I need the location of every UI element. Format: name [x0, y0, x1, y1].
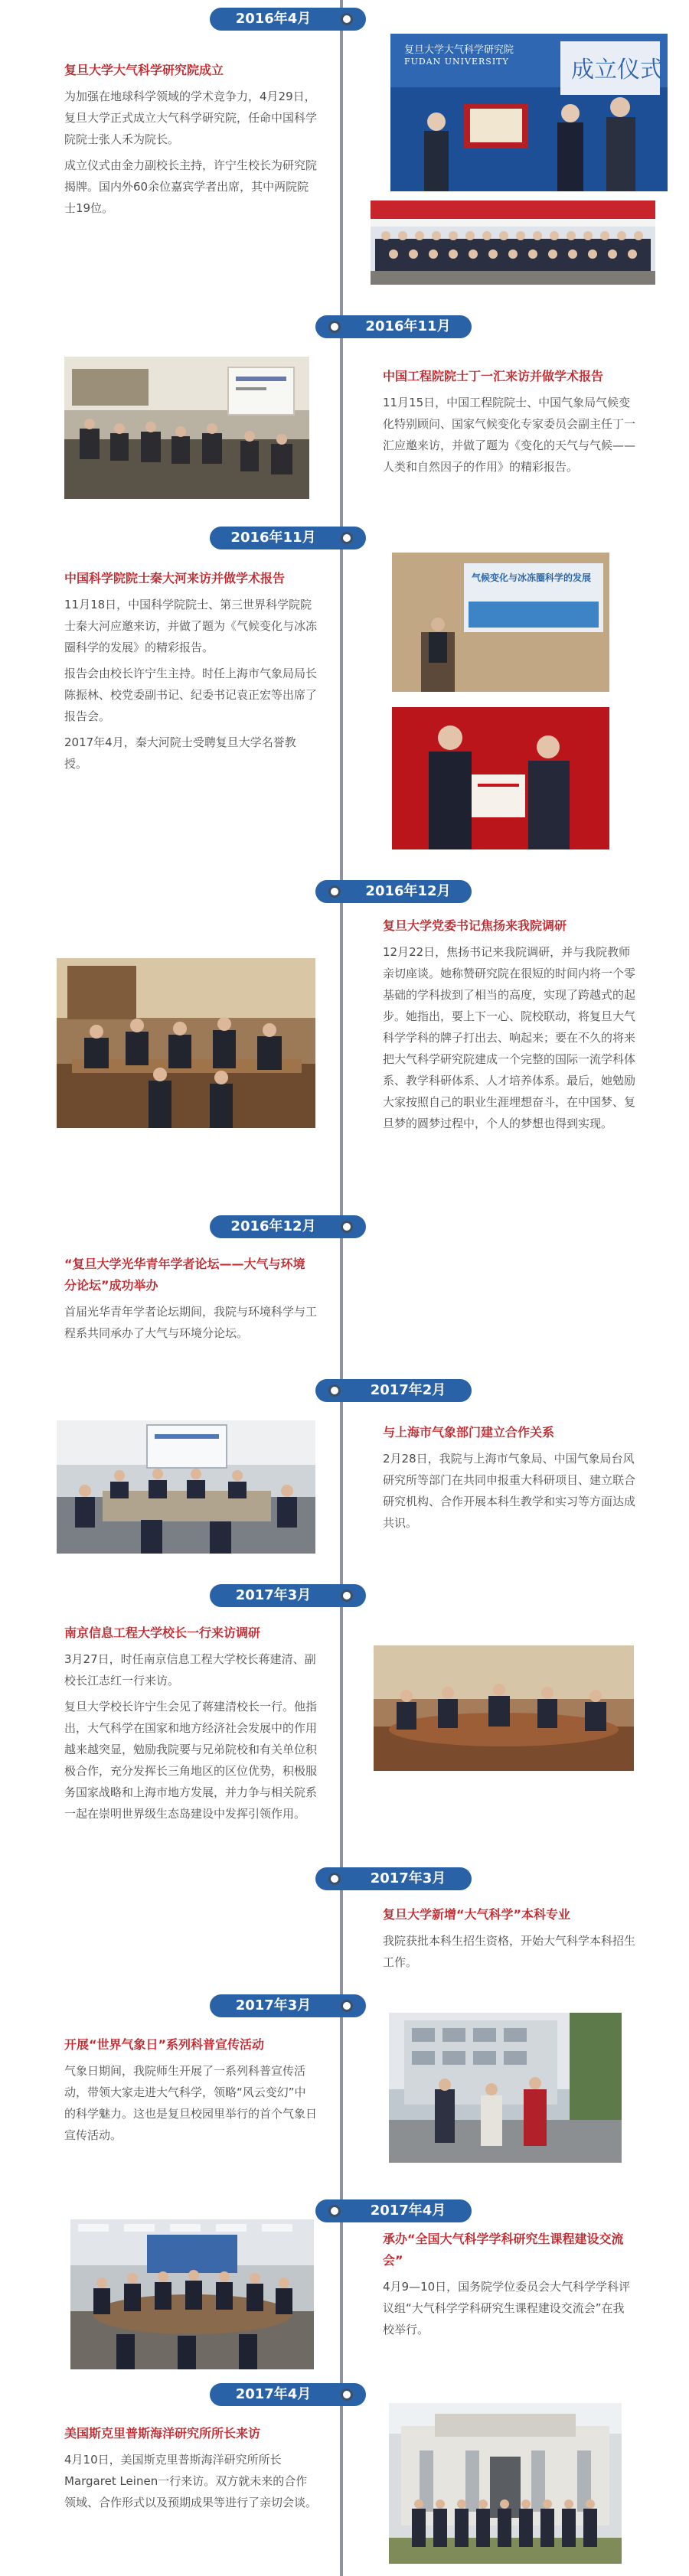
event-photo-lecture: [64, 357, 309, 499]
date-label: 2017年3月: [235, 1997, 312, 2014]
event-photo-unveiling: [390, 34, 668, 191]
event-paragraph: 气象日期间，我院师生开展了一系列科普宣传活动，带领大家走进大气科学，领略“风云变幻”中的科学魅力。这也是复旦校园里举行的首个气象日宣传活动。: [64, 2064, 318, 2142]
timeline-node: [328, 1384, 341, 1397]
event-paragraph: 2月28日，我院与上海市气象局、中国气象局台风研究所等部门在共同申报重大科研项目、建立联合研究机构、合作开展本科生教学和实习等方面达成共识。: [383, 1452, 636, 1530]
date-label: 2017年3月: [235, 1587, 312, 1603]
screen-caption: 气候变化与冰冻圈科学的发展: [472, 572, 592, 583]
date-badge: [315, 1867, 472, 1890]
timeline-node: [341, 2000, 353, 2012]
event-title: 中国工程院院士丁一汇来访并做学术报告: [383, 369, 604, 383]
date-label: 2016年11月: [365, 318, 451, 334]
date-label: 2017年4月: [370, 2203, 446, 2219]
event-paragraph: 4月9—10日，国务院学位委员会大气科学学科评议组“大气科学学科研究生课程建设交流会”在我校举行。: [383, 2280, 631, 2336]
event-text-block: [64, 1622, 317, 1829]
event-paragraph: 报告会由校长许宁生主持。时任上海市气象局局长陈振林、校党委副书记、纪委书记袁正宏等出席了报告会。: [64, 667, 318, 723]
date-label: 2017年2月: [370, 1382, 446, 1398]
event-title: 中国科学院院士秦大河来访并做学术报告: [64, 571, 286, 585]
event-text-block: [383, 1904, 635, 1978]
event-photo-auditorium: [70, 2219, 314, 2369]
date-label: 2017年3月: [370, 1870, 446, 1886]
event-text-block: [383, 1422, 635, 1538]
event-text-block: [383, 915, 635, 1139]
event-title: 美国斯克里普斯海洋研究所所长来访: [64, 2426, 261, 2441]
timeline-node: [341, 13, 353, 25]
event-title: 复旦大学党委书记焦扬来我院调研: [383, 918, 567, 933]
timeline-node: [341, 2389, 353, 2401]
photo-caption: FUDAN UNIVERSITY: [404, 57, 509, 67]
timeline-node: [328, 885, 341, 898]
event-text-block: [383, 2229, 635, 2345]
event-photo-outdoor: [389, 2013, 622, 2163]
event-title: 南京信息工程大学校长一行来访调研: [64, 1625, 261, 1640]
event-photo-conference: [57, 1420, 315, 1554]
event-photo-group: [371, 201, 655, 285]
timeline-axis: [340, 0, 343, 2576]
photo-caption: 成立仪式: [571, 57, 663, 83]
event-text-block: [64, 2034, 317, 2150]
timeline-node: [341, 1590, 353, 1602]
date-badge: [210, 1215, 366, 1238]
date-badge: [315, 315, 472, 338]
event-title: 复旦大学大气科学研究院成立: [64, 63, 224, 77]
event-title: 复旦大学新增“大气科学”本科专业: [383, 1907, 571, 1922]
event-paragraph: 为加强在地球科学领域的学术竞争力，4月29日，复旦大学正式成立大气科学研究院，任命中国科学院院士张人禾为院长。: [64, 90, 318, 146]
event-paragraph: 11月18日，中国科学院院士、第三世界科学院院士秦大河应邀来访，并做了题为《气候变化与冰冻圈科学的发展》的精彩报告。: [64, 598, 318, 654]
event-text-block: [64, 568, 317, 779]
timeline-node: [328, 1873, 341, 1885]
event-paragraph: 12月22日，焦扬书记来我院调研，并与我院教师亲切座谈。她称赞研究院在很短的时间内将一个零基础的学科拔到了相当的高度，实现了跨越式的起步。她指出，要上下一心、院校联动，将复旦大气科学学科的牌子打出去、响起来；要在不久的将来把大气科学研究院建成一个完整的国际一流学科体系、教学科研体系、人才培养体系。最后，她勉励大家按照自己的职业生涯埋想奋斗，在中国梦、复旦梦的圆梦过程中，个人的梦想也得到实现。: [383, 945, 636, 1130]
timeline-node: [328, 321, 341, 333]
timeline-node: [341, 1221, 353, 1233]
event-paragraph: 11月15日，中国工程院院士、中国气象局气候变化特别顾问、国家气候变化专家委员会副主任丁一汇应邀来访，并做了题为《变化的天气与气候——人类和自然因子的作用》的精彩报告。: [383, 396, 636, 474]
timeline-node: [341, 532, 353, 544]
date-badge: [315, 2199, 472, 2222]
date-badge: [210, 1994, 366, 2017]
event-photo-building-group: [389, 2403, 622, 2564]
date-badge: [315, 1379, 472, 1402]
event-paragraph: 首届光华青年学者论坛期间，我院与环境科学与工程系共同承办了大气与环境分论坛。: [64, 1305, 318, 1340]
date-badge: [210, 2383, 366, 2406]
event-text-block: [383, 366, 635, 482]
date-badge: [210, 1584, 366, 1607]
date-label: 2016年4月: [235, 11, 312, 27]
date-badge: [210, 8, 366, 31]
event-photo-certificate: [392, 707, 609, 849]
event-photo-meeting: [57, 958, 315, 1128]
event-paragraph: 我院获批本科生招生资格，开始大气科学本科招生工作。: [383, 1934, 636, 1969]
date-badge: [315, 880, 472, 903]
date-label: 2016年11月: [230, 530, 316, 546]
event-text-block: [64, 2423, 317, 2518]
timeline-node: [328, 2205, 341, 2217]
date-label: 2017年4月: [235, 2386, 312, 2402]
date-label: 2016年12月: [365, 883, 451, 899]
event-text-block: [64, 60, 317, 223]
photo-caption: 复旦大学大气科学研究院: [404, 44, 514, 56]
event-paragraph: 2017年4月，秦大河院士受聘复旦大学名誉教授。: [64, 735, 296, 771]
event-title: 承办“全国大气科学学科研究生课程建设交流会”: [383, 2232, 624, 2268]
event-photo-visit: [374, 1645, 634, 1771]
event-title: “复旦大学光华青年学者论坛——大气与环境分论坛”成功举办: [64, 1257, 305, 1293]
event-paragraph: 复旦大学校长许宁生会见了蒋建清校长一行。他指出，大气科学在国家和地方经济社会发展中的作用越来越突显，勉励我院要与兄弟院校和有关单位积极合作，充分发挥长三角地区的区位优势，积极服务国家战略和上海市地方发展，并力争与相关院系一起在崇明世界级生态岛建设中发挥引领作用。: [64, 1700, 318, 1821]
event-title: 与上海市气象部门建立合作关系: [383, 1425, 555, 1440]
event-text-block: [64, 1254, 317, 1348]
event-title: 开展“世界气象日”系列科普宣传活动: [64, 2037, 265, 2052]
event-paragraph: 4月10日，美国斯克里普斯海洋研究所所长Margaret Leinen一行来访。双方就未来的合作领域、合作形式以及预期成果等进行了亲切会谈。: [64, 2453, 318, 2509]
event-paragraph: 成立仪式由金力副校长主持，许宁生校长为研究院揭牌。国内外60余位嘉宾学者出席，其中两院院士19位。: [64, 158, 318, 215]
date-badge: [210, 527, 366, 549]
date-label: 2016年12月: [230, 1218, 316, 1234]
event-photo-podium: [392, 553, 609, 692]
event-paragraph: 3月27日，时任南京信息工程大学校长蒋建清、副校长江志红一行来访。: [64, 1652, 316, 1687]
